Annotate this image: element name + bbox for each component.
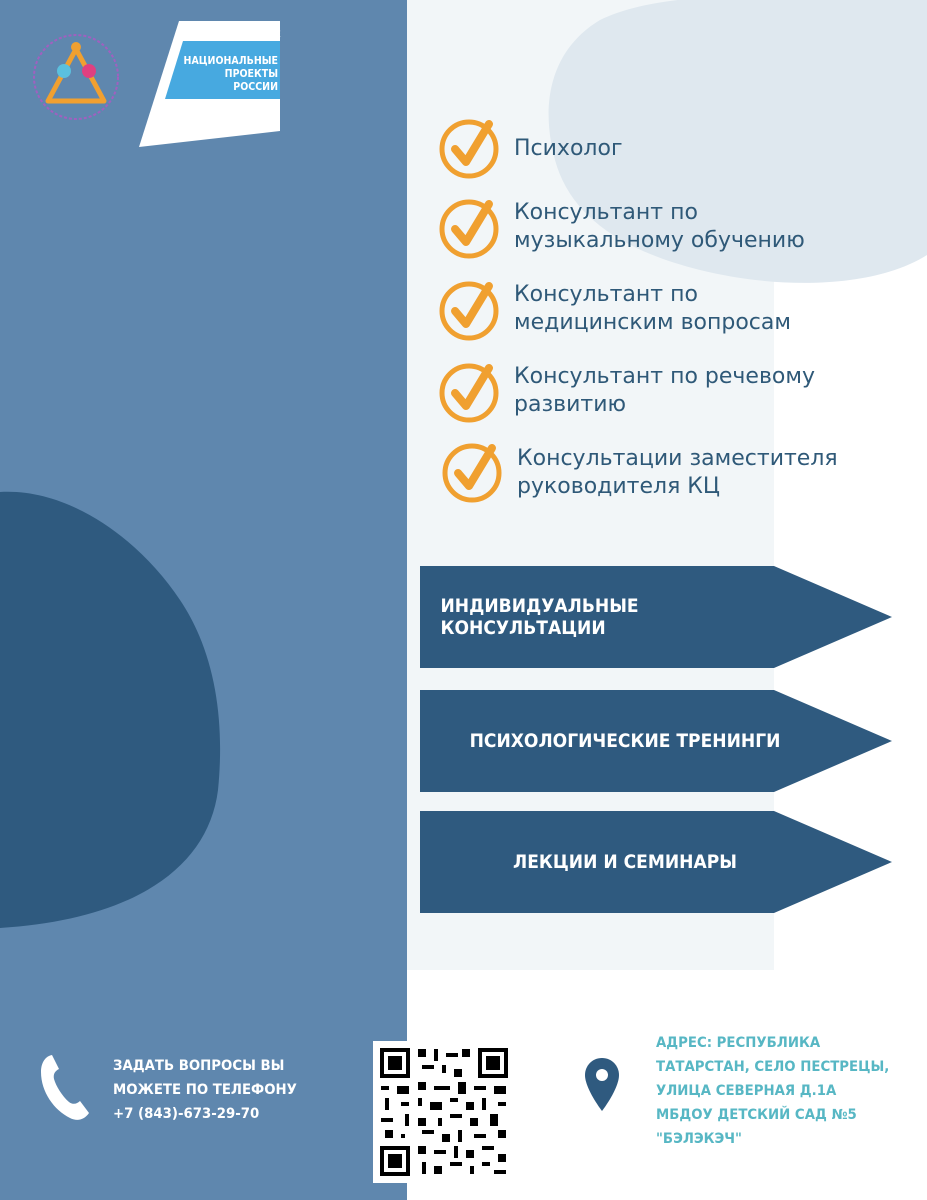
logo-title: НАЦИОНАЛЬНЫЕ ПРОЕКТЫ РОССИИ — [183, 54, 278, 93]
service-label: ЛЕКЦИИ И СЕМИНАРЫ — [513, 851, 737, 873]
checkmark-icon — [437, 361, 501, 425]
specialist-label: Консультант по медицинским вопросам — [514, 282, 791, 335]
checkmark-icon — [437, 117, 501, 181]
specialist-item — [437, 361, 907, 425]
specialist-label: Консультации заместителя руководителя КЦ — [517, 446, 838, 499]
service-label: ИНДИВИДУАЛЬНЫЕ КОНСУЛЬТАЦИИ — [440, 595, 639, 639]
service-banner — [420, 690, 892, 792]
address-text: АДРЕС: РЕСПУБЛИКА ТАТАРСТАН, СЕЛО ПЕСТРЕЦЫ, УЛИЦА СЕВЕРНАЯ Д.1А МБДОУ ДЕТСКИЙ САД №5 "БЭЛЭКЭЧ" — [656, 1035, 890, 1147]
checkmark-icon — [440, 441, 504, 505]
contact-phone-text: ЗАДАТЬ ВОПРОСЫ ВЫ МОЖЕТЕ ПО ТЕЛЕФОНУ +7 (843)-673-29-70 — [113, 1058, 297, 1122]
specialist-label: Психолог — [514, 136, 623, 161]
service-banner — [420, 566, 892, 668]
location-pin-icon — [584, 1057, 620, 1113]
specialist-item — [437, 117, 907, 181]
service-banner — [420, 811, 892, 913]
checkmark-icon — [437, 279, 501, 343]
checkmark-icon — [437, 197, 501, 261]
specialist-item — [437, 197, 907, 261]
specialist-label: Консультант по речевому развитию — [514, 364, 816, 417]
specialist-item — [437, 279, 907, 343]
specialist-label: Консультант по музыкальному обучению — [514, 200, 805, 253]
qr-code — [373, 1041, 515, 1183]
logo-subtitle: ОБРАЗОВАНИЕ — [209, 30, 281, 40]
specialist-item — [440, 441, 910, 505]
service-label: ПСИХОЛОГИЧЕСКИЕ ТРЕНИНГИ — [469, 730, 781, 752]
organization-emblem-logo — [26, 27, 126, 127]
phone-icon — [38, 1052, 92, 1122]
